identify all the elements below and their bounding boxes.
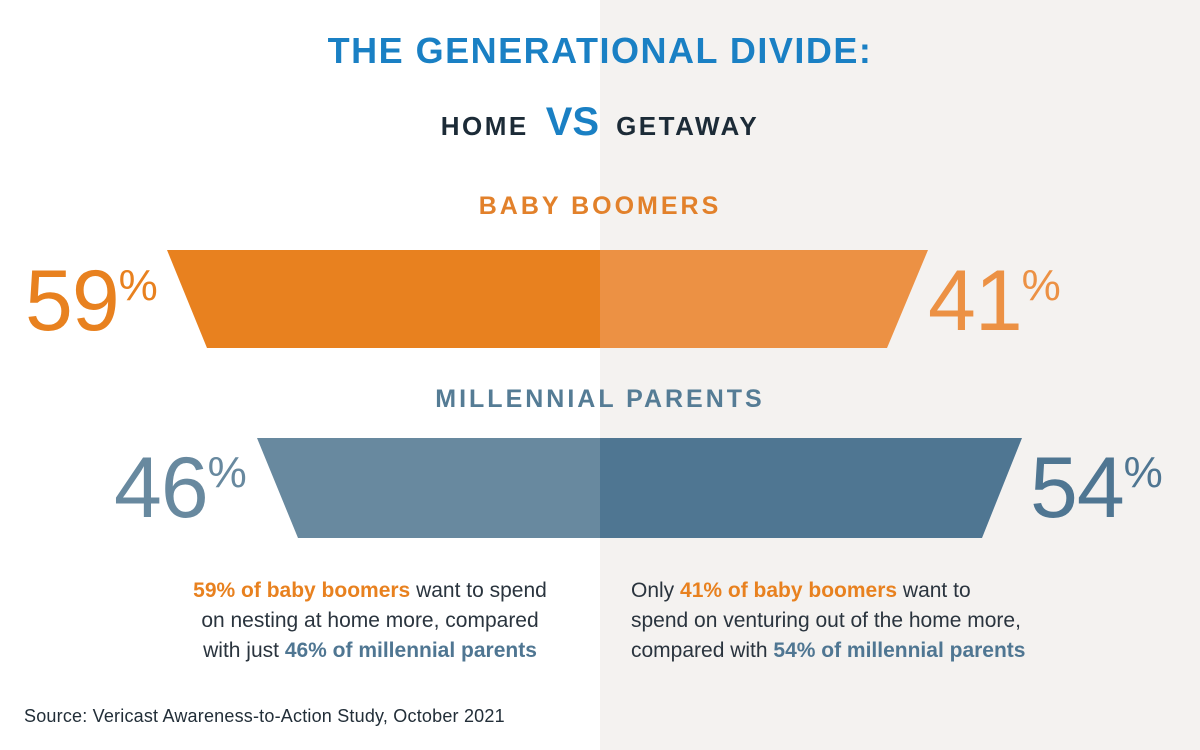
callout-getaway-text-segment: spend on venturing out of the home more,	[631, 609, 1021, 632]
callout-getaway-text-segment: Only	[631, 579, 681, 602]
boomers-home-number: 59	[25, 253, 119, 349]
millennials-home-number: 46	[114, 440, 208, 536]
callout-home-text-segment: on nesting at home more, compared	[201, 609, 539, 632]
callout-home-millennials-stat: 46% of millennial parents	[284, 639, 537, 662]
callout-home-boomers-stat: 59% of baby boomers	[193, 579, 411, 602]
boomers-home-percent-sign: %	[118, 261, 158, 310]
boomers-home-value	[25, 253, 158, 349]
callout-home-text-segment: with just	[203, 639, 285, 662]
subtitle-getaway: GETAWAY	[616, 111, 760, 141]
source-note: Source: Vericast Awareness-to-Action Study, October 2021	[24, 706, 505, 726]
boomers-getaway-number: 41	[928, 253, 1022, 349]
boomers-bar	[167, 250, 928, 348]
millennials-bar	[257, 438, 1022, 538]
millennials-getaway-segment	[600, 438, 1022, 538]
millennials-getaway-number: 54	[1030, 440, 1124, 536]
subtitle-vs: VS	[545, 100, 600, 144]
millennials-home-value	[114, 440, 247, 536]
callout-home-text-segment: want to spend	[410, 579, 547, 602]
millennials-label: MILLENNIAL PARENTS	[435, 385, 765, 413]
callout-getaway-text-segment: compared with	[631, 639, 774, 662]
page-title: THE GENERATIONAL DIVIDE:	[327, 30, 873, 71]
boomers-getaway-segment	[600, 250, 928, 348]
subtitle	[0, 100, 1200, 145]
boomers-getaway-value	[928, 253, 1061, 349]
callout-getaway-text	[631, 576, 1131, 666]
callout-getaway-boomers-stat: 41% of baby boomers	[680, 579, 898, 602]
boomers-label: BABY BOOMERS	[478, 192, 722, 220]
boomers-getaway-percent-sign: %	[1021, 261, 1061, 310]
millennials-getaway-value	[1030, 440, 1163, 536]
callout-getaway-text-segment: want to	[897, 579, 971, 602]
callout-home-text	[150, 576, 590, 666]
callout-getaway-millennials-stat: 54% of millennial parents	[773, 639, 1026, 662]
boomers-home-segment	[167, 250, 600, 348]
millennials-home-segment	[257, 438, 600, 538]
millennials-home-percent-sign: %	[207, 448, 247, 497]
subtitle-home: HOME	[440, 111, 529, 141]
millennials-getaway-percent-sign: %	[1123, 448, 1163, 497]
